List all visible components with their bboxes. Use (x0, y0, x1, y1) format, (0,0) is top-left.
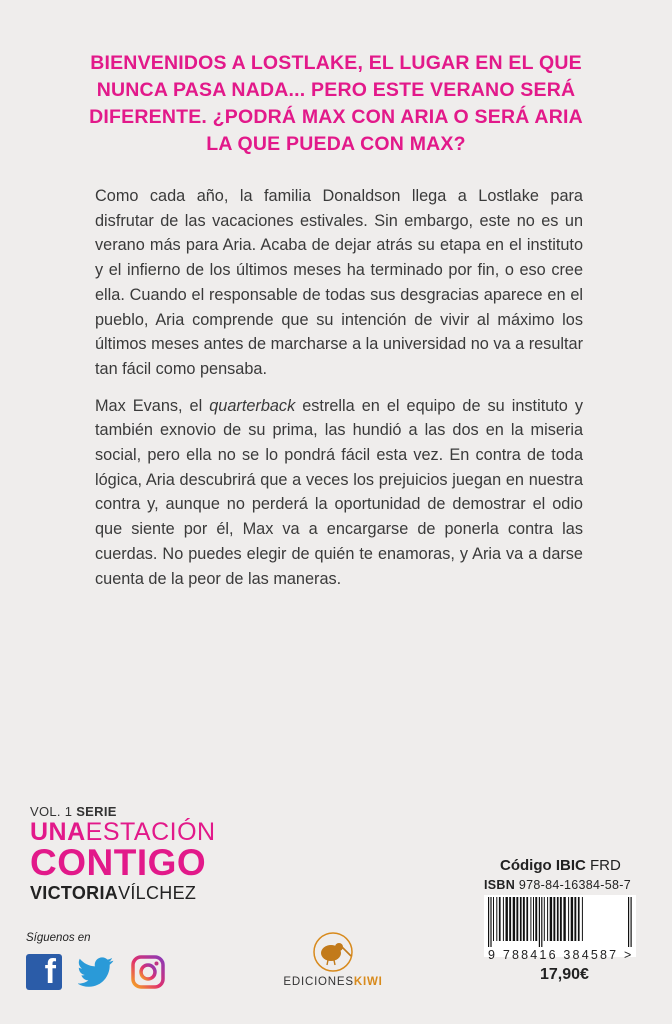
barcode-digits: 9 788416 384587 > (488, 948, 634, 962)
barcode-bar (544, 897, 545, 941)
ibic-code (500, 857, 621, 874)
synopsis-paragraph-1: Como cada año, la familia Donaldson llega a Lostlake para disfrutar de las vacaciones estivales. Sin embargo, este no es un verano más para Aria. Acaba de dejar atrás su etapa en el instituto y el infierno de los últimos meses ha terminado por fin, o eso cree ella. Cuando el responsable de todas sus desgracias aparece en el pueblo, Aria comprende que su intención de vivir al máximo los últimos meses antes de marcharse a la universidad no va a resultar tan fácil como pensaba. (95, 187, 583, 378)
synopsis (95, 184, 583, 603)
barcode-bar (496, 897, 497, 941)
social-label: Síguenos en (26, 932, 91, 944)
barcode-bar (631, 897, 632, 947)
barcode-bar (533, 897, 534, 941)
barcode-bar (503, 897, 504, 941)
volume-label (30, 804, 216, 819)
series-title-contigo: CONTIGO (30, 842, 207, 883)
synopsis-text: Max Evans, el (95, 396, 210, 415)
barcode-bar (547, 897, 548, 941)
barcode-bar (509, 897, 511, 941)
barcode-bars (484, 895, 636, 947)
publisher-name (268, 976, 398, 988)
publisher-block (268, 932, 398, 988)
synopsis-text: estrella en el equipo de su instituto y también exnovio de su prima, las hundió a las dos en la miseria social, pero ella no se lo pondrá fácil esta vez. En contra de toda lógica, Aria descubrirá que a veces los prejuicios juegan en nuestra contra y, aunque no perderá la oportunidad de demostrar el odio que siente por él, Max va a encargarse de ponerla contra las cuerdas. No puedes elegir de quién te enamoras, y Aria va a darse cuenta de la peor de las maneras. (95, 396, 583, 588)
synopsis-italic-term: quarterback (209, 396, 296, 415)
barcode-bar (526, 897, 528, 941)
barcode-bar (493, 897, 494, 941)
twitter-icon[interactable] (78, 954, 114, 990)
publisher-brand: KIWI (353, 976, 383, 988)
barcode-bar (523, 897, 525, 941)
social-icons (26, 954, 166, 990)
tagline-line: NUNCA PASA NADA... PERO ESTE VERANO SERÁ (96, 79, 576, 101)
barcode-bar (563, 897, 565, 941)
barcode-bar (506, 897, 508, 941)
barcode-bar (557, 897, 559, 941)
synopsis-paragraph-2 (95, 394, 583, 592)
author-last-name: VÍLCHEZ (118, 883, 197, 903)
tagline-line: DIFERENTE. ¿PODRÁ MAX CON ARIA O SERÁ ARIA (89, 106, 583, 128)
series-word: SERIE (76, 804, 117, 819)
ibic-label: Código IBIC (500, 857, 586, 874)
instagram-glyph (130, 954, 166, 990)
barcode-bar (490, 897, 491, 947)
volume-number: VOL. 1 (30, 804, 73, 819)
facebook-icon[interactable]: f (26, 954, 62, 990)
barcode-bar (530, 897, 531, 941)
barcode-bar (553, 897, 555, 941)
instagram-icon[interactable] (130, 954, 166, 990)
series-block (30, 804, 216, 904)
author-name (30, 883, 216, 904)
tagline-line: BIENVENIDOS A LOSTLAKE, EL LUGAR EN EL QUE (90, 52, 582, 74)
price: 17,90€ (540, 966, 589, 983)
author-first-name: VICTORIA (30, 883, 119, 903)
tagline (60, 50, 612, 158)
twitter-bird-shape (78, 955, 114, 989)
tagline-line: LA QUE PUEDA CON MAX? (206, 133, 466, 155)
barcode-bar (499, 897, 501, 941)
barcode-bar (513, 897, 515, 941)
publisher-prefix: EDICIONES (283, 976, 354, 988)
ibic-value: FRD (590, 857, 621, 874)
barcode-bar (535, 897, 537, 941)
barcode-bar (582, 897, 583, 941)
barcode-bar (571, 897, 573, 941)
isbn (484, 878, 631, 892)
series-title-una: UNA (30, 818, 86, 846)
isbn-value: 978-84-16384-58-7 (518, 878, 631, 892)
barcode-bar (574, 897, 576, 941)
isbn-label: ISBN (484, 878, 516, 892)
barcode-bar (520, 897, 522, 941)
barcode-bar (628, 897, 629, 947)
barcode-bar (539, 897, 540, 947)
barcode-bar (568, 897, 569, 941)
kiwi-bird-icon (311, 932, 355, 972)
barcode-bar (488, 897, 489, 947)
series-title-estacion: ESTACIÓN (85, 818, 216, 846)
barcode-bar (560, 897, 562, 941)
barcode-bar (541, 897, 542, 947)
barcode-bar (578, 897, 580, 941)
barcode-bar (550, 897, 552, 941)
barcode-bar (516, 897, 518, 941)
